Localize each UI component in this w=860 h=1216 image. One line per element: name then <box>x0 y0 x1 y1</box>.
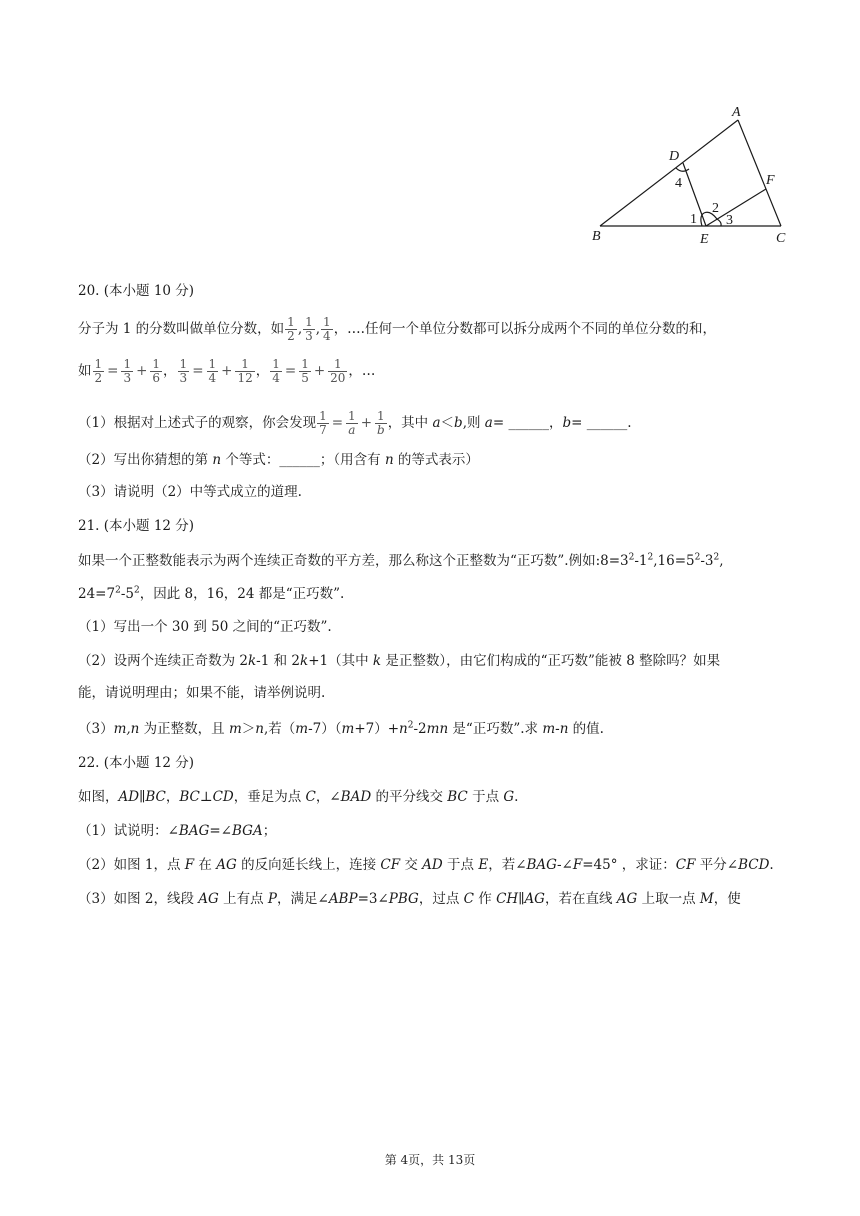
label-F: F <box>766 173 775 188</box>
triangle-figure <box>580 100 800 250</box>
label-D: D <box>669 149 680 164</box>
q22-part1: （1）试说明：∠BAG=∠BGA； <box>78 823 277 839</box>
frac-1-3: $\frac{1}{3}$ <box>305 315 313 343</box>
q21-intro-line1: 如果一个正整数能表示为两个连续正奇数的平方差，那么称这个正整数为“正巧数”.例如$:8=3^2-1^2,16=5^2-3^2$, <box>78 552 724 569</box>
label-angle-3: 3 <box>726 213 733 228</box>
q21-part3: （3）m,n 为正整数，且 m＞n,若$(m-7)(m+7)+n^2-2mn$ 是“正巧数”.求 m-n 的值. <box>78 720 604 737</box>
q22-part2: （2）如图 1，点 F 在 AG 的反向延长线上，连接 CF 交 AD 于点 E，若∠BAG-∠F=45° ，求证：CF 平分∠BCD. <box>78 857 774 873</box>
q20-part2: （2）写出你猜想的第 n 个等式：______；（用含有 n 的等式表示） <box>78 452 479 468</box>
label-angle-4: 4 <box>675 176 682 191</box>
q20-intro-line2: 如 $\frac{1}{2}$ = $\frac{1}{3}$ + $\frac{1}{6}$ ， $\frac{1}{3}$ = $\frac{1}{4}$ + $\frac{1}{12}$ ， $\frac{1}{4}$ = $\frac{1}{5}$ + $\frac{1}{20}$ ，… <box>78 357 376 385</box>
frac-1-2: $\frac{1}{2}$ <box>287 315 295 343</box>
label-angle-1: 1 <box>690 212 697 227</box>
q20-part1: （1）根据对上述式子的观察，你会发现 $\frac{1}{7}$ = $\frac{1}{a}$ + $\frac{1}{b}$ ，其中 a＜b,则 a= ______，b= ______. <box>78 409 632 437</box>
label-E: E <box>700 232 709 247</box>
label-A: A <box>732 105 741 120</box>
page-footer: 第 4页，共 13页 <box>384 1153 476 1167</box>
q22-intro: 如图，AD∥BC，BC⊥CD，垂足为点 C，∠BAD 的平分线交 BC 于点 G. <box>78 789 519 805</box>
frac-1-4: $\frac{1}{4}$ <box>323 315 331 343</box>
angle-arc-4 <box>676 168 689 171</box>
label-angle-2: 2 <box>712 201 719 216</box>
q21-part2-line2: 能，请说明理由；如果不能，请举例说明. <box>78 685 326 701</box>
q21-part2-line1: （2）设两个连续正奇数为 2k-1 和 2k+1（其中 k 是正整数），由它们构成的“正巧数”能被 8 整除吗？如果 <box>78 653 721 669</box>
q20-part3: （3）请说明（2）中等式成立的道理. <box>78 484 302 500</box>
q21-part1: （1）写出一个 30 到 50 之间的“正巧数”. <box>78 619 332 635</box>
q20-header: 20. (本小题 10 分) <box>78 283 195 299</box>
q20-intro-line1: 分子为 1 的分数叫做单位分数，如 $\frac{1}{2}$ , $\frac{1}{3}$ , $\frac{1}{4}$ ，….任何一个单位分数都可以拆分成两个不同的单位分数的和， <box>78 315 716 343</box>
angle-arc-3 <box>717 219 721 226</box>
q21-header: 21. (本小题 12 分) <box>78 518 195 534</box>
q22-header: 22. (本小题 12 分) <box>78 755 195 771</box>
label-B: B <box>592 229 601 244</box>
q22-part3: （3）如图 2，线段 AG 上有点 P，满足∠ABP=3∠PBG，过点 C 作 CH∥AG，若在直线 AG 上取一点 M，使 <box>78 891 741 907</box>
label-C: C <box>776 231 786 246</box>
q21-intro-line2: $24=7^2-5^2$，因此 8，16，24 都是“正巧数”. <box>78 585 345 602</box>
